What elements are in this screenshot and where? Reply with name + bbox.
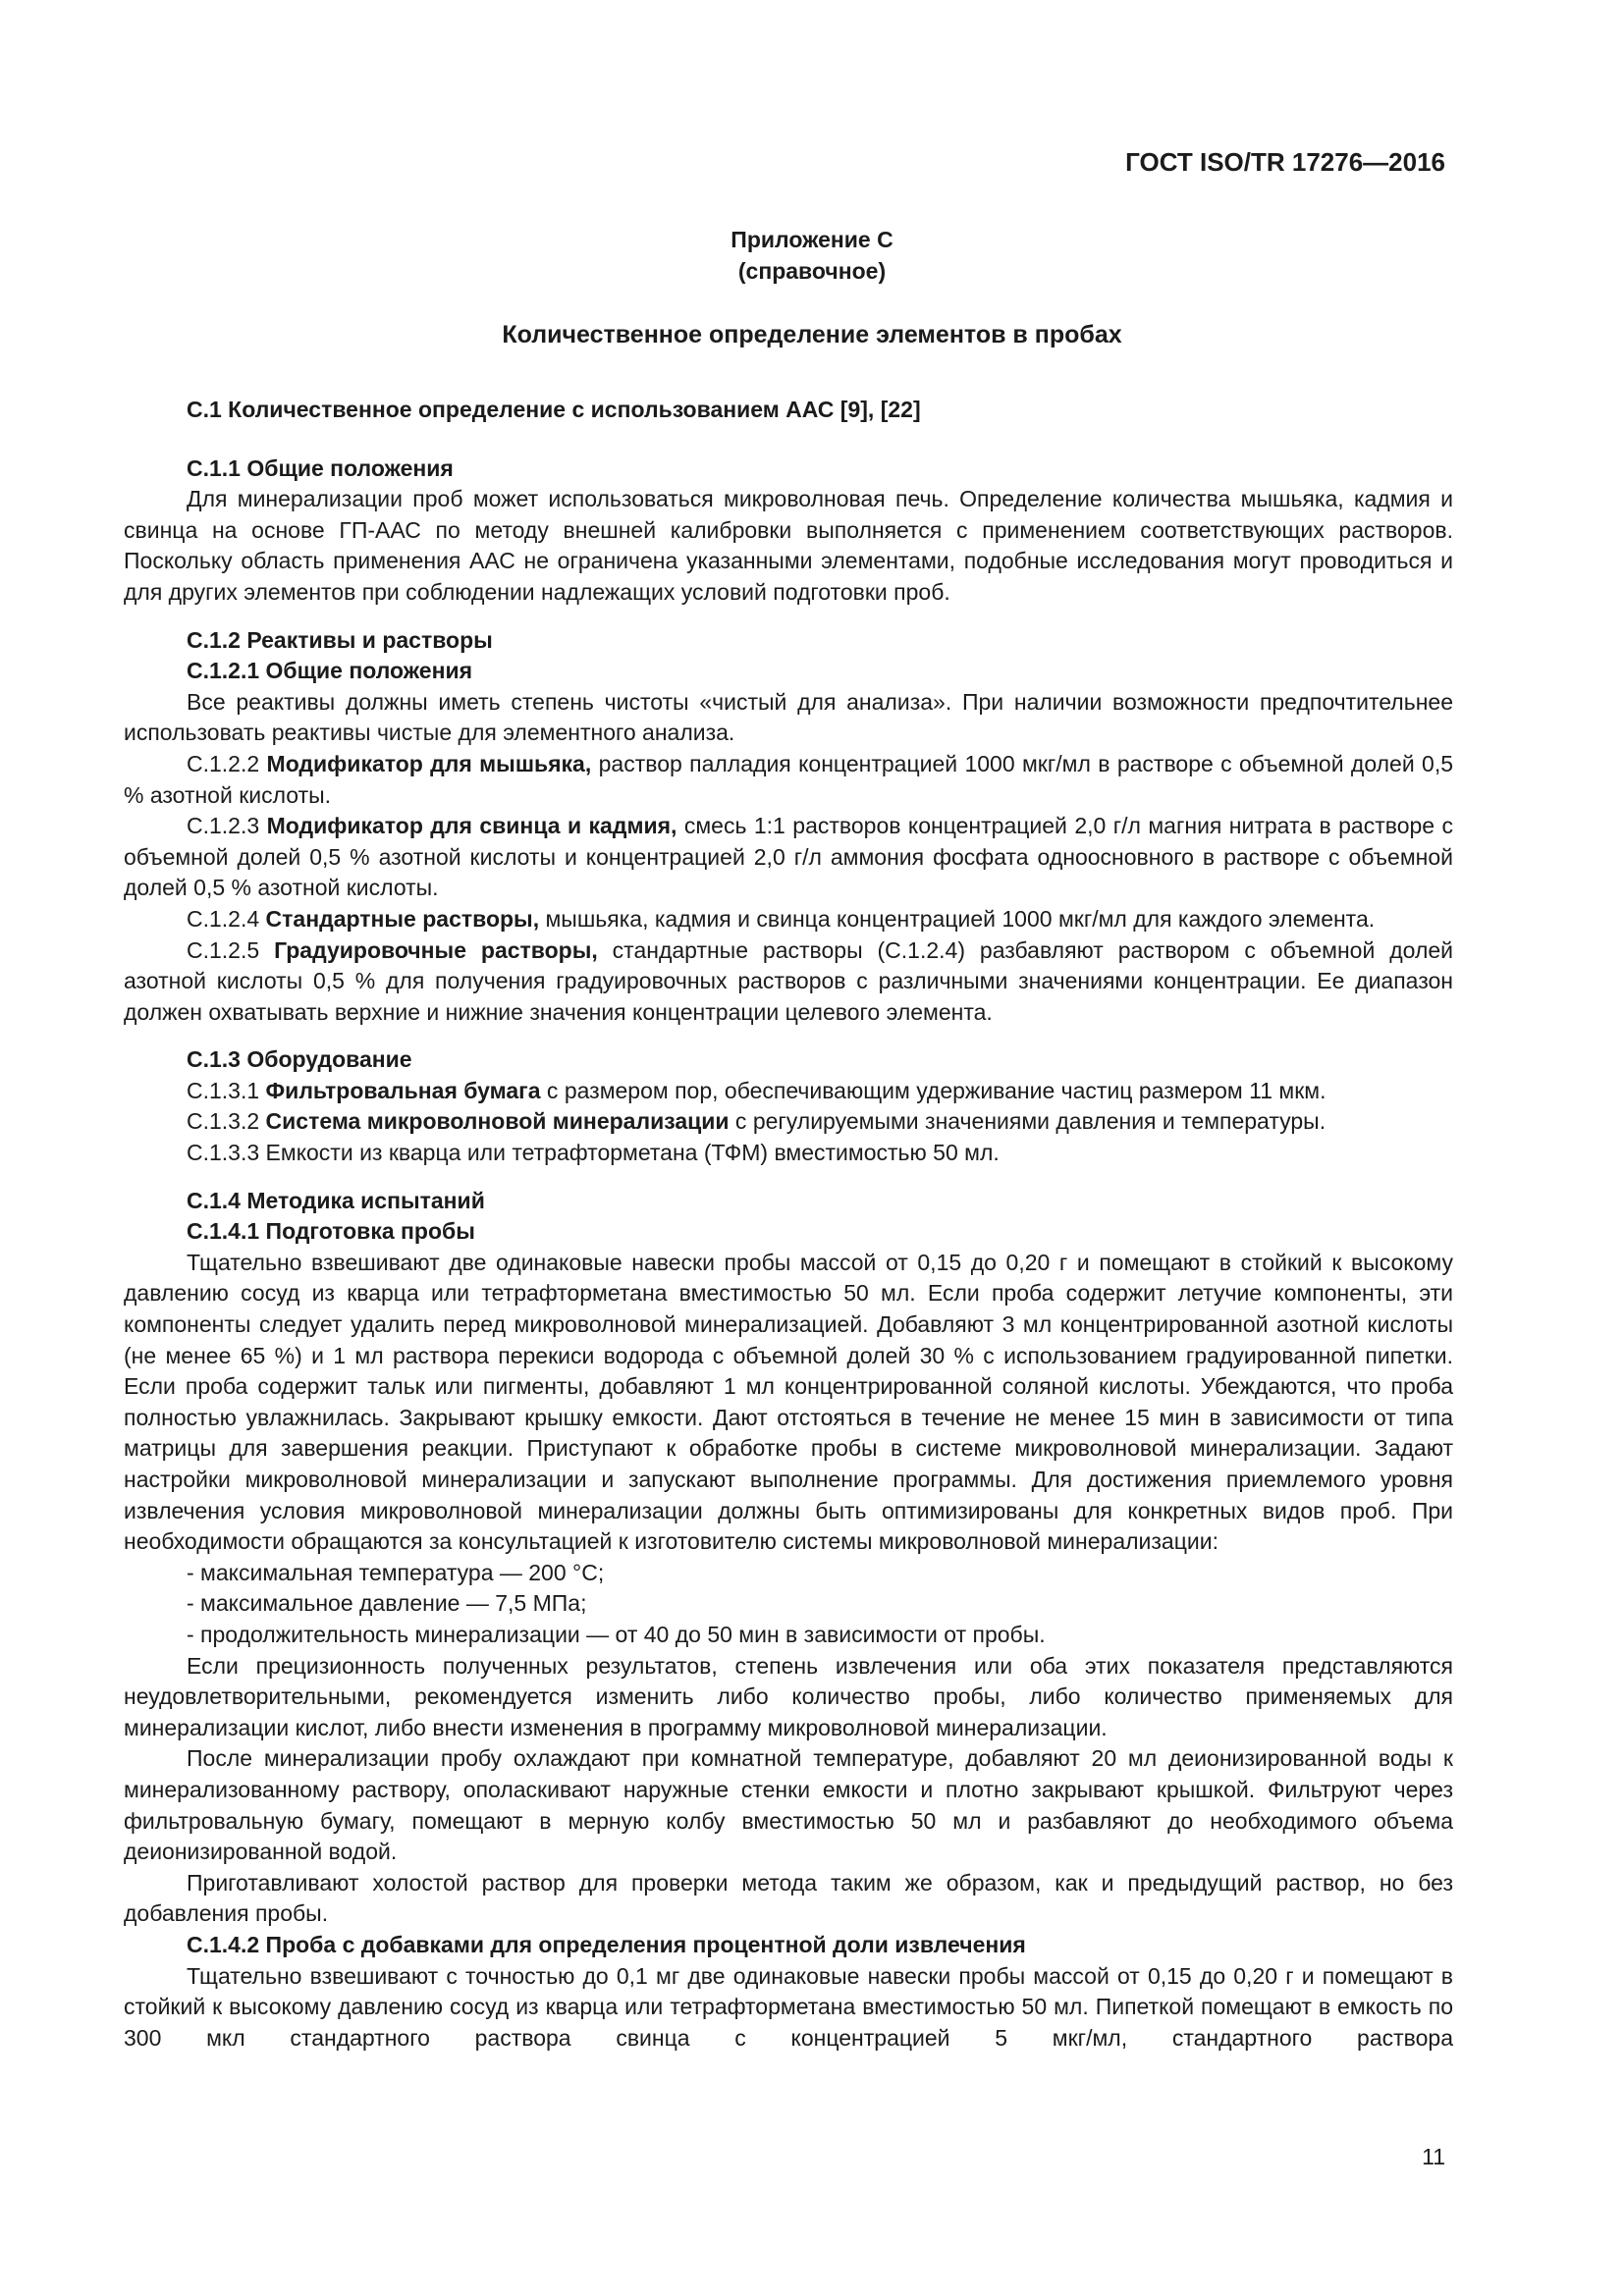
paragraph-c1-3-3: С.1.3.3 Емкости из кварца или тетрафторметана (ТФМ) вместимостью 50 мл. xyxy=(187,1140,1000,1166)
clause-text: смесь 1:1 растворов концентрацией 2,0 г/л магния нитрата в растворе с объемной долей 0,5 % азотной кислоты и концентрацией 2,0 г/л аммония фосфата одноосновного в растворе с объемной долей 0,5 % азотной кислоты. xyxy=(124,813,1454,901)
paragraph-c1-2-2 xyxy=(124,749,1453,811)
clause-number: С.1.2.3 xyxy=(187,813,267,839)
list-item: - максимальная температура — 200 °C; xyxy=(187,1559,605,1585)
paragraph-c1-4-1: Тщательно взвешивают две одинаковые навески пробы массой от 0,15 до 0,20 г и помещают в стойкий к высокому давлению сосуд из кварца или тетрафторметана вместимостью 50 мл. Если проба содержит летучие компоненты, эти компоненты следует удалить перед микроволновой минерализацией. Добавляют 3 мл концентрированной азотной кислоты (не менее 65 %) и 1 мл раствора перекиси водорода с объемной долей 30 % с использованием градуированной пипетки. Если проба содержит тальк или пигменты, добавляют 1 мл концентрированной соляной кислоты. Убеждаются, что проба полностью увлажнилась. Закрывают крышку емкости. Дают отстояться в течение не менее 15 мин в зависимости от типа матрицы для завершения реакции. Приступают к обработке пробы в системе микроволновой минерализации. Задают настройки микроволновой минерализации и запускают выполнение программы. Для достижения приемлемого уровня извлечения условия микроволновой минерализации должны быть оптимизированы для конкретных видов проб. При необходимости обращаются за консультацией к изготовителю системы микроволновой минерализации: xyxy=(124,1249,1453,1555)
list-item: - продолжительность минерализации — от 40 до 50 мин в зависимости от пробы. xyxy=(187,1621,1046,1647)
term: Фильтровальная бумага xyxy=(265,1077,541,1103)
paragraph-c1-2-3 xyxy=(124,811,1453,904)
paragraph-c1-4-2: Тщательно взвешивают с точностью до 0,1 мг две одинаковые навески пробы массой от 0,15 до 0,20 г и помещают в стойкий к высокому давлению сосуд из кварца или тетрафторметана вместимостью 50 мл. Пипеткой помещают в емкость по 300 мкл стандартного раствора свинца с концентрацией 5 мкг/мл, стандартного раствора xyxy=(124,1962,1453,2051)
standard-code: ГОСТ ISO/TR 17276—2016 xyxy=(1125,147,1445,177)
clause-number: С.1.3.1 xyxy=(187,1077,266,1103)
section-heading-c1-2: С.1.2 Реактивы и растворы xyxy=(187,626,493,653)
paragraph-c1-3-1 xyxy=(124,1076,1453,1107)
paragraph: После минерализации пробу охлаждают при комнатной температуре, добавляют 20 мл деионизированной воды к минерализованному раствору, ополаскивают наружные стенки емкости и плотно закрывают крышкой. Фильтруют через фильтровальную бумагу, помещают в мерную колбу вместимостью 50 мл и разбавляют до необходимого объема деионизированной водой. xyxy=(124,1745,1453,1865)
annex-title xyxy=(0,224,1624,287)
clause-text: стандартные растворы (С.1.2.4) разбавляют раствором с объемной долей азотной кислоты 0,5 % для получения градуировочных растворов с различными значениями концентрации. Ее диапазон должен охватывать верхние и нижние значения концентрации целевого элемента. xyxy=(124,936,1453,1025)
clause-number: С.1.2.4 xyxy=(187,905,266,932)
document-body xyxy=(124,395,1453,2054)
term: Система микроволновой минерализации xyxy=(265,1108,730,1135)
term: Модификатор для свинца и кадмия, xyxy=(266,813,677,839)
paragraph: Приготавливают холостой раствор для проверки метода таким же образом, как и предыдущий раствор, но без добавления пробы. xyxy=(124,1869,1453,1927)
term: Градуировочные растворы, xyxy=(274,936,598,963)
term: Стандартные растворы, xyxy=(265,905,540,932)
page-number: 11 xyxy=(1422,2144,1445,2169)
annex-status: (справочное) xyxy=(737,258,887,284)
clause-number: С.1.2.2 xyxy=(187,750,267,776)
document-title: Количественное определение элементов в пробах xyxy=(502,321,1122,348)
paragraph: Если прецизионность полученных результатов, степень извлечения или оба этих показателя представляются неудовлетворительными, рекомендуется изменить либо количество пробы, либо количество применяемых для минерализации кислот, либо внести изменения в программу микроволновой минерализации. xyxy=(124,1652,1453,1740)
section-heading-c1-4-1: С.1.4.1 Подготовка пробы xyxy=(187,1218,475,1245)
paragraph-c1-3-2 xyxy=(124,1106,1453,1138)
annex-label: Приложение С xyxy=(731,227,893,252)
list-item: - максимальное давление — 7,5 МПа; xyxy=(187,1590,587,1617)
clause-text: раствор палладия концентрацией 1000 мкг/мл в растворе с объемной долей 0,5 % азотной кислоты. xyxy=(124,750,1454,808)
section-heading-c1-4-2: С.1.4.2 Проба с добавками для определения процентной доли извлечения xyxy=(187,1931,1026,1957)
paragraph-c1-1: Для минерализации проб может использоваться микроволновая печь. Определение количества мышьяка, кадмия и свинца на основе ГП-ААС по методу внешней калибровки выполняется с применением соответствующих растворов. Поскольку область применения ААС не ограничена указанными элементами, подобные исследования могут проводиться и для других элементов при соблюдении надлежащих условий подготовки проб. xyxy=(124,486,1453,605)
clause-text: с регулируемыми значениями давления и температуры. xyxy=(729,1108,1326,1135)
section-heading-c1-1: С.1.1 Общие положения xyxy=(187,454,454,481)
section-heading-c1-3: С.1.3 Оборудование xyxy=(187,1046,412,1073)
clause-text: с размером пор, обеспечивающим удерживание частиц размером 11 мкм. xyxy=(540,1077,1326,1103)
paragraph-c1-2-4 xyxy=(124,904,1453,935)
section-heading-c1-2-1: С.1.2.1 Общие положения xyxy=(187,658,473,684)
paragraph-c1-2-5 xyxy=(124,935,1453,1029)
clause-text: мышьяка, кадмия и свинца концентрацией 1000 мкг/мл для каждого элемента. xyxy=(539,905,1376,932)
term: Модификатор для мышьяка, xyxy=(266,750,592,776)
section-heading-c1: С.1 Количественное определение с использованием ААС [9], [22] xyxy=(187,397,921,422)
paragraph-c1-2-1: Все реактивы должны иметь степень чистоты «чистый для анализа». При наличии возможности предпочтительнее использовать реактивы чистые для элементного анализа. xyxy=(124,688,1453,746)
clause-number: С.1.3.2 xyxy=(187,1108,266,1135)
section-heading-c1-4: С.1.4 Методика испытаний xyxy=(187,1187,485,1213)
clause-number: С.1.2.5 xyxy=(187,936,275,963)
